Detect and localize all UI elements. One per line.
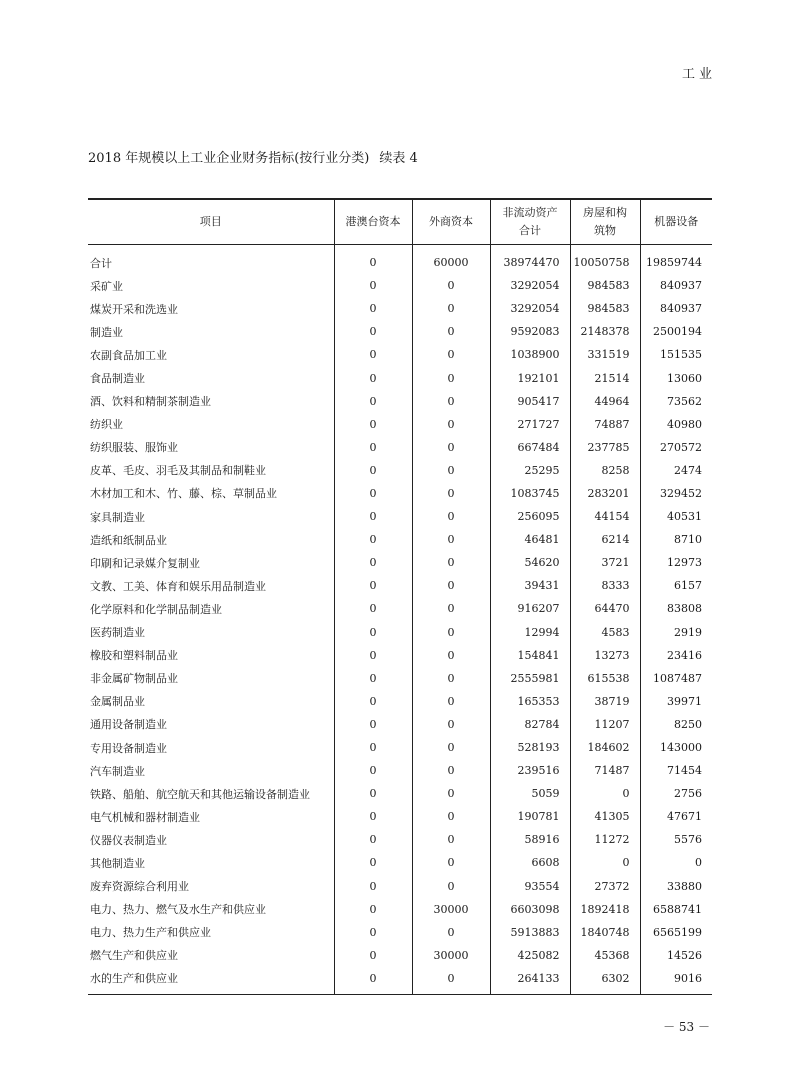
cell-industry: 其他制造业 bbox=[90, 856, 145, 870]
cell-hk-macao-taiwan-capital: 0 bbox=[334, 667, 412, 690]
cell-industry: 仪器仪表制造业 bbox=[90, 833, 167, 847]
table-row bbox=[88, 967, 712, 995]
table-row bbox=[88, 759, 712, 782]
cell-machinery: 840937 bbox=[640, 274, 712, 297]
cell-industry: 制造业 bbox=[90, 325, 123, 339]
table-row bbox=[88, 320, 712, 343]
cell-machinery: 9016 bbox=[640, 967, 712, 995]
cell-non-current-assets: 1083745 bbox=[490, 482, 570, 505]
cell-hk-macao-taiwan-capital: 0 bbox=[334, 875, 412, 898]
table-row bbox=[88, 245, 712, 275]
table-row bbox=[88, 782, 712, 805]
table-row bbox=[88, 921, 712, 944]
table-row bbox=[88, 851, 712, 874]
table-row bbox=[88, 459, 712, 482]
cell-foreign-capital: 0 bbox=[412, 644, 490, 667]
continued-label: 续表 4 bbox=[379, 151, 418, 166]
cell-foreign-capital: 0 bbox=[412, 875, 490, 898]
cell-industry: 电力、热力生产和供应业 bbox=[90, 926, 211, 940]
cell-buildings: 4583 bbox=[570, 621, 640, 644]
cell-industry: 家具制造业 bbox=[90, 510, 145, 524]
cell-machinery: 270572 bbox=[640, 436, 712, 459]
header-item: 项目 bbox=[88, 199, 334, 245]
cell-machinery: 329452 bbox=[640, 482, 712, 505]
cell-foreign-capital: 0 bbox=[412, 782, 490, 805]
cell-hk-macao-taiwan-capital: 0 bbox=[334, 436, 412, 459]
cell-machinery: 2500194 bbox=[640, 320, 712, 343]
table-row bbox=[88, 274, 712, 297]
cell-hk-macao-taiwan-capital: 0 bbox=[334, 621, 412, 644]
cell-non-current-assets: 1038900 bbox=[490, 343, 570, 366]
cell-buildings: 21514 bbox=[570, 366, 640, 389]
table-row bbox=[88, 736, 712, 759]
cell-hk-macao-taiwan-capital: 0 bbox=[334, 597, 412, 620]
table-title bbox=[88, 147, 418, 166]
table-row bbox=[88, 667, 712, 690]
cell-hk-macao-taiwan-capital: 0 bbox=[334, 967, 412, 995]
cell-foreign-capital: 0 bbox=[412, 574, 490, 597]
cell-buildings: 184602 bbox=[570, 736, 640, 759]
cell-buildings: 331519 bbox=[570, 343, 640, 366]
table-row bbox=[88, 482, 712, 505]
cell-machinery: 13060 bbox=[640, 366, 712, 389]
header-non-current-assets-text: 非流动资产合计 bbox=[502, 206, 558, 237]
cell-non-current-assets: 667484 bbox=[490, 436, 570, 459]
cell-non-current-assets: 154841 bbox=[490, 644, 570, 667]
cell-hk-macao-taiwan-capital: 0 bbox=[334, 320, 412, 343]
cell-buildings: 237785 bbox=[570, 436, 640, 459]
header-foreign-capital: 外商资本 bbox=[412, 199, 490, 245]
cell-machinery: 0 bbox=[640, 851, 712, 874]
cell-machinery: 23416 bbox=[640, 644, 712, 667]
cell-industry: 纺织业 bbox=[90, 418, 123, 432]
section-label: 工业 bbox=[681, 67, 716, 82]
cell-industry: 造纸和纸制品业 bbox=[90, 533, 167, 547]
cell-hk-macao-taiwan-capital: 0 bbox=[334, 297, 412, 320]
cell-hk-macao-taiwan-capital: 0 bbox=[334, 944, 412, 967]
cell-non-current-assets: 190781 bbox=[490, 805, 570, 828]
cell-industry: 酒、饮料和精制茶制造业 bbox=[90, 395, 211, 409]
cell-non-current-assets: 264133 bbox=[490, 967, 570, 995]
cell-industry: 医药制造业 bbox=[90, 626, 145, 640]
table-header-row bbox=[88, 199, 712, 245]
cell-foreign-capital: 0 bbox=[412, 690, 490, 713]
table-title-text: 2018 年规模以上工业企业财务指标(按行业分类) bbox=[88, 151, 370, 166]
table-row bbox=[88, 690, 712, 713]
cell-non-current-assets: 93554 bbox=[490, 875, 570, 898]
table-row bbox=[88, 644, 712, 667]
cell-buildings: 6302 bbox=[570, 967, 640, 995]
cell-machinery: 6157 bbox=[640, 574, 712, 597]
table-row bbox=[88, 805, 712, 828]
cell-hk-macao-taiwan-capital: 0 bbox=[334, 759, 412, 782]
cell-machinery: 151535 bbox=[640, 343, 712, 366]
cell-machinery: 6565199 bbox=[640, 921, 712, 944]
cell-non-current-assets: 2555981 bbox=[490, 667, 570, 690]
cell-buildings: 45368 bbox=[570, 944, 640, 967]
cell-machinery: 40531 bbox=[640, 505, 712, 528]
cell-hk-macao-taiwan-capital: 0 bbox=[334, 736, 412, 759]
cell-foreign-capital: 0 bbox=[412, 736, 490, 759]
cell-buildings: 41305 bbox=[570, 805, 640, 828]
cell-buildings: 283201 bbox=[570, 482, 640, 505]
cell-industry: 专用设备制造业 bbox=[90, 741, 167, 755]
cell-industry: 通用设备制造业 bbox=[90, 718, 167, 732]
cell-hk-macao-taiwan-capital: 0 bbox=[334, 644, 412, 667]
cell-industry: 橡胶和塑料制品业 bbox=[90, 649, 178, 663]
cell-non-current-assets: 916207 bbox=[490, 597, 570, 620]
cell-foreign-capital: 0 bbox=[412, 921, 490, 944]
cell-industry: 皮革、毛皮、羽毛及其制品和制鞋业 bbox=[90, 464, 266, 478]
cell-foreign-capital: 0 bbox=[412, 320, 490, 343]
table-row bbox=[88, 898, 712, 921]
cell-machinery: 840937 bbox=[640, 297, 712, 320]
cell-industry: 铁路、船舶、航空航天和其他运输设备制造业 bbox=[90, 787, 310, 801]
cell-hk-macao-taiwan-capital: 0 bbox=[334, 851, 412, 874]
cell-industry: 木材加工和木、竹、藤、棕、草制品业 bbox=[90, 487, 277, 501]
table-row bbox=[88, 390, 712, 413]
cell-hk-macao-taiwan-capital: 0 bbox=[334, 390, 412, 413]
cell-foreign-capital: 0 bbox=[412, 528, 490, 551]
cell-industry: 食品制造业 bbox=[90, 372, 145, 386]
cell-non-current-assets: 82784 bbox=[490, 713, 570, 736]
cell-industry: 化学原料和化学制品制造业 bbox=[90, 602, 222, 616]
cell-foreign-capital: 0 bbox=[412, 805, 490, 828]
cell-non-current-assets: 905417 bbox=[490, 390, 570, 413]
cell-industry: 汽车制造业 bbox=[90, 764, 145, 778]
cell-hk-macao-taiwan-capital: 0 bbox=[334, 528, 412, 551]
cell-industry: 电气机械和器材制造业 bbox=[90, 810, 200, 824]
table-row bbox=[88, 875, 712, 898]
header-machinery: 机器设备 bbox=[640, 199, 712, 245]
cell-machinery: 6588741 bbox=[640, 898, 712, 921]
cell-foreign-capital: 0 bbox=[412, 597, 490, 620]
cell-hk-macao-taiwan-capital: 0 bbox=[334, 805, 412, 828]
cell-non-current-assets: 165353 bbox=[490, 690, 570, 713]
cell-hk-macao-taiwan-capital: 0 bbox=[334, 245, 412, 275]
cell-foreign-capital: 0 bbox=[412, 621, 490, 644]
cell-non-current-assets: 5913883 bbox=[490, 921, 570, 944]
cell-machinery: 12973 bbox=[640, 551, 712, 574]
header-hk-macao-taiwan-capital: 港澳台资本 bbox=[334, 199, 412, 245]
cell-machinery: 8250 bbox=[640, 713, 712, 736]
cell-hk-macao-taiwan-capital: 0 bbox=[334, 413, 412, 436]
table-row bbox=[88, 505, 712, 528]
cell-hk-macao-taiwan-capital: 0 bbox=[334, 274, 412, 297]
cell-hk-macao-taiwan-capital: 0 bbox=[334, 713, 412, 736]
cell-foreign-capital: 0 bbox=[412, 390, 490, 413]
cell-buildings: 615538 bbox=[570, 667, 640, 690]
cell-hk-macao-taiwan-capital: 0 bbox=[334, 690, 412, 713]
cell-buildings: 1840748 bbox=[570, 921, 640, 944]
cell-buildings: 64470 bbox=[570, 597, 640, 620]
cell-machinery: 1087487 bbox=[640, 667, 712, 690]
cell-hk-macao-taiwan-capital: 0 bbox=[334, 921, 412, 944]
cell-buildings: 11272 bbox=[570, 828, 640, 851]
cell-industry: 煤炭开采和洗选业 bbox=[90, 302, 178, 316]
financial-table bbox=[88, 198, 712, 995]
cell-buildings: 1892418 bbox=[570, 898, 640, 921]
cell-machinery: 83808 bbox=[640, 597, 712, 620]
cell-foreign-capital: 0 bbox=[412, 482, 490, 505]
cell-machinery: 14526 bbox=[640, 944, 712, 967]
cell-buildings: 8333 bbox=[570, 574, 640, 597]
cell-buildings: 3721 bbox=[570, 551, 640, 574]
cell-buildings: 13273 bbox=[570, 644, 640, 667]
cell-non-current-assets: 3292054 bbox=[490, 297, 570, 320]
cell-industry: 纺织服装、服饰业 bbox=[90, 441, 178, 455]
cell-foreign-capital: 0 bbox=[412, 828, 490, 851]
cell-foreign-capital: 0 bbox=[412, 413, 490, 436]
cell-non-current-assets: 38974470 bbox=[490, 245, 570, 275]
cell-hk-macao-taiwan-capital: 0 bbox=[334, 482, 412, 505]
cell-buildings: 0 bbox=[570, 782, 640, 805]
cell-non-current-assets: 9592083 bbox=[490, 320, 570, 343]
cell-non-current-assets: 192101 bbox=[490, 366, 570, 389]
header-non-current-assets bbox=[490, 199, 570, 245]
cell-buildings: 984583 bbox=[570, 274, 640, 297]
cell-foreign-capital: 60000 bbox=[412, 245, 490, 275]
cell-non-current-assets: 271727 bbox=[490, 413, 570, 436]
cell-hk-macao-taiwan-capital: 0 bbox=[334, 459, 412, 482]
cell-non-current-assets: 5059 bbox=[490, 782, 570, 805]
cell-industry: 合计 bbox=[90, 256, 112, 270]
cell-industry: 燃气生产和供应业 bbox=[90, 949, 178, 963]
cell-buildings: 10050758 bbox=[570, 245, 640, 275]
cell-non-current-assets: 528193 bbox=[490, 736, 570, 759]
cell-machinery: 19859744 bbox=[640, 245, 712, 275]
cell-foreign-capital: 0 bbox=[412, 343, 490, 366]
page-number: － 53 － bbox=[663, 1020, 710, 1034]
cell-machinery: 5576 bbox=[640, 828, 712, 851]
cell-hk-macao-taiwan-capital: 0 bbox=[334, 343, 412, 366]
cell-foreign-capital: 0 bbox=[412, 851, 490, 874]
cell-foreign-capital: 0 bbox=[412, 667, 490, 690]
cell-buildings: 6214 bbox=[570, 528, 640, 551]
table-row bbox=[88, 551, 712, 574]
cell-non-current-assets: 46481 bbox=[490, 528, 570, 551]
cell-buildings: 27372 bbox=[570, 875, 640, 898]
cell-non-current-assets: 3292054 bbox=[490, 274, 570, 297]
cell-hk-macao-taiwan-capital: 0 bbox=[334, 574, 412, 597]
cell-hk-macao-taiwan-capital: 0 bbox=[334, 898, 412, 921]
cell-buildings: 44964 bbox=[570, 390, 640, 413]
cell-industry: 印刷和记录媒介复制业 bbox=[90, 556, 200, 570]
table-row bbox=[88, 436, 712, 459]
cell-buildings: 38719 bbox=[570, 690, 640, 713]
cell-buildings: 11207 bbox=[570, 713, 640, 736]
table-row bbox=[88, 574, 712, 597]
cell-foreign-capital: 0 bbox=[412, 436, 490, 459]
cell-non-current-assets: 12994 bbox=[490, 621, 570, 644]
cell-machinery: 73562 bbox=[640, 390, 712, 413]
cell-foreign-capital: 0 bbox=[412, 967, 490, 995]
table-row bbox=[88, 413, 712, 436]
cell-non-current-assets: 54620 bbox=[490, 551, 570, 574]
cell-machinery: 143000 bbox=[640, 736, 712, 759]
cell-industry: 文教、工美、体育和娱乐用品制造业 bbox=[90, 579, 266, 593]
table-row bbox=[88, 366, 712, 389]
cell-non-current-assets: 239516 bbox=[490, 759, 570, 782]
cell-non-current-assets: 6608 bbox=[490, 851, 570, 874]
cell-non-current-assets: 256095 bbox=[490, 505, 570, 528]
cell-foreign-capital: 30000 bbox=[412, 944, 490, 967]
cell-hk-macao-taiwan-capital: 0 bbox=[334, 551, 412, 574]
cell-buildings: 0 bbox=[570, 851, 640, 874]
table-row bbox=[88, 528, 712, 551]
cell-machinery: 40980 bbox=[640, 413, 712, 436]
cell-buildings: 984583 bbox=[570, 297, 640, 320]
cell-non-current-assets: 25295 bbox=[490, 459, 570, 482]
cell-foreign-capital: 0 bbox=[412, 297, 490, 320]
cell-non-current-assets: 39431 bbox=[490, 574, 570, 597]
cell-foreign-capital: 0 bbox=[412, 366, 490, 389]
cell-machinery: 2756 bbox=[640, 782, 712, 805]
cell-buildings: 71487 bbox=[570, 759, 640, 782]
cell-hk-macao-taiwan-capital: 0 bbox=[334, 366, 412, 389]
cell-industry: 采矿业 bbox=[90, 279, 123, 293]
cell-industry: 废弃资源综合利用业 bbox=[90, 880, 189, 894]
cell-machinery: 33880 bbox=[640, 875, 712, 898]
table-row bbox=[88, 597, 712, 620]
cell-foreign-capital: 0 bbox=[412, 505, 490, 528]
cell-buildings: 2148378 bbox=[570, 320, 640, 343]
cell-machinery: 47671 bbox=[640, 805, 712, 828]
cell-machinery: 2919 bbox=[640, 621, 712, 644]
cell-industry: 农副食品加工业 bbox=[90, 348, 167, 362]
cell-industry: 电力、热力、燃气及水生产和供应业 bbox=[90, 903, 266, 917]
cell-foreign-capital: 0 bbox=[412, 459, 490, 482]
cell-foreign-capital: 0 bbox=[412, 274, 490, 297]
cell-foreign-capital: 30000 bbox=[412, 898, 490, 921]
table-row bbox=[88, 297, 712, 320]
table-row bbox=[88, 944, 712, 967]
header-buildings-text: 房屋和构筑物 bbox=[583, 206, 627, 237]
cell-machinery: 2474 bbox=[640, 459, 712, 482]
cell-foreign-capital: 0 bbox=[412, 759, 490, 782]
table-row bbox=[88, 828, 712, 851]
cell-foreign-capital: 0 bbox=[412, 551, 490, 574]
cell-non-current-assets: 425082 bbox=[490, 944, 570, 967]
cell-hk-macao-taiwan-capital: 0 bbox=[334, 782, 412, 805]
cell-foreign-capital: 0 bbox=[412, 713, 490, 736]
cell-machinery: 8710 bbox=[640, 528, 712, 551]
cell-buildings: 8258 bbox=[570, 459, 640, 482]
cell-industry: 非金属矿物制品业 bbox=[90, 672, 178, 686]
cell-hk-macao-taiwan-capital: 0 bbox=[334, 505, 412, 528]
table-row bbox=[88, 713, 712, 736]
cell-hk-macao-taiwan-capital: 0 bbox=[334, 828, 412, 851]
cell-industry: 金属制品业 bbox=[90, 695, 145, 709]
header-buildings bbox=[570, 199, 640, 245]
cell-buildings: 74887 bbox=[570, 413, 640, 436]
cell-non-current-assets: 58916 bbox=[490, 828, 570, 851]
cell-machinery: 71454 bbox=[640, 759, 712, 782]
cell-non-current-assets: 6603098 bbox=[490, 898, 570, 921]
table-row bbox=[88, 621, 712, 644]
table-row bbox=[88, 343, 712, 366]
cell-industry: 水的生产和供应业 bbox=[88, 967, 334, 995]
cell-machinery: 39971 bbox=[640, 690, 712, 713]
cell-buildings: 44154 bbox=[570, 505, 640, 528]
